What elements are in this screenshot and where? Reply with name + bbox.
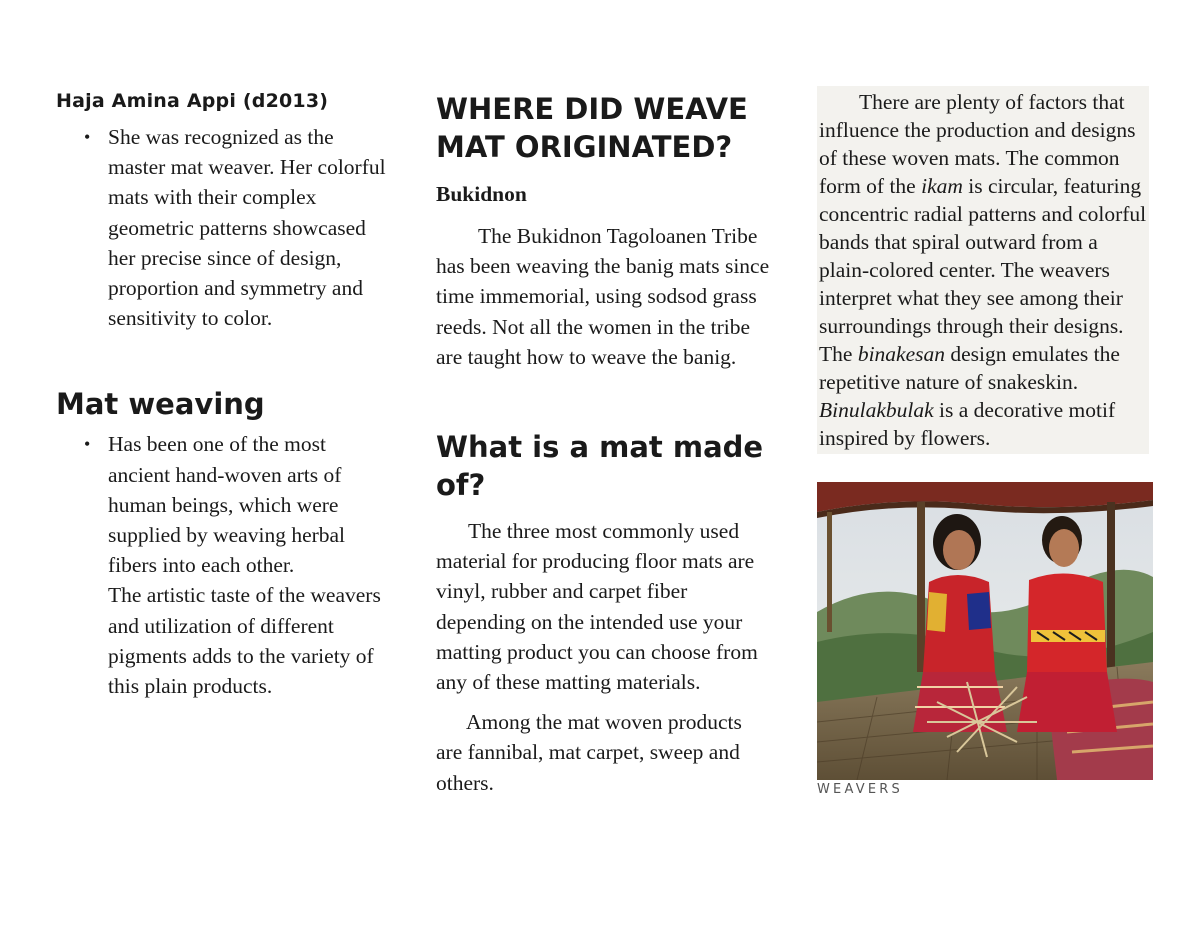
bullet-text-continued: The artistic taste of the weavers and utilization of different pigments adds to the variety of this plain products. (108, 583, 381, 699)
sidebar-text: design emulates the repetitive nature of snakeskin. (819, 342, 1120, 394)
bullet-icon: • (84, 127, 91, 147)
section-heading-origin: WHERE DID WEAVE MAT ORIGINATED? (436, 92, 748, 164)
paragraph-products: Among the mat woven products are fannibal, mat carpet, sweep and others. (436, 710, 742, 795)
term-ikam: ikam (921, 174, 963, 198)
sidebar-text: is a decorative motif inspired by flowers. (819, 398, 1116, 450)
weavers-photo (817, 482, 1153, 780)
term-binulakbulak: Binulakbulak (819, 398, 934, 422)
section-heading-mat-materials: What is a mat made of? (436, 430, 764, 503)
term-binakesan: binakesan (857, 342, 945, 366)
sidebar-text-box (817, 86, 1149, 454)
sidebar-text: There are plenty of factors that influence the production and designs of these woven mats. The common form of the (819, 90, 1136, 198)
middle-column (436, 86, 772, 798)
paragraph-bukidnon: The Bukidnon Tagoloanen Tribe has been weaving the banig mats since time immemorial, using sodsod grass reeds. Not all the women in the tribe are taught how to weave the banig. (436, 224, 770, 369)
bullet-list-haja (56, 122, 390, 333)
section-heading-mat-weaving: Mat weaving (56, 387, 265, 422)
sidebar-text: is circular, featuring concentric radial patterns and colorful bands that spiral outward from a plain-colored center. The weavers interpret what they see among their surroundings through their designs. The (819, 174, 1147, 366)
bullet-text: Has been one of the most ancient hand-woven arts of human beings, which were supplied by weaving herbal fibers into each other. (108, 432, 346, 578)
paragraph-materials: The three most commonly used material for producing floor mats are vinyl, rubber and carpet fiber depending on the intended use your matting product you can choose from any of these matting materials. (436, 519, 758, 695)
left-column (56, 86, 390, 701)
right-column (817, 86, 1153, 797)
bullet-list-mat-weaving (56, 429, 390, 701)
list-item (56, 122, 390, 333)
bullet-text: She was recognized as the master mat weaver. Her colorful mats with their complex geometric patterns showcased her precise since of design, proportion and symmetry and sensitivity to color. (108, 125, 386, 331)
list-item (56, 429, 390, 701)
section-heading-haja-amina-appi: Haja Amina Appi (d2013) (56, 90, 329, 112)
bullet-icon: • (84, 434, 91, 455)
subheading-bukidnon: Bukidnon (436, 182, 527, 206)
photo-caption: WEAVERS (817, 782, 903, 797)
